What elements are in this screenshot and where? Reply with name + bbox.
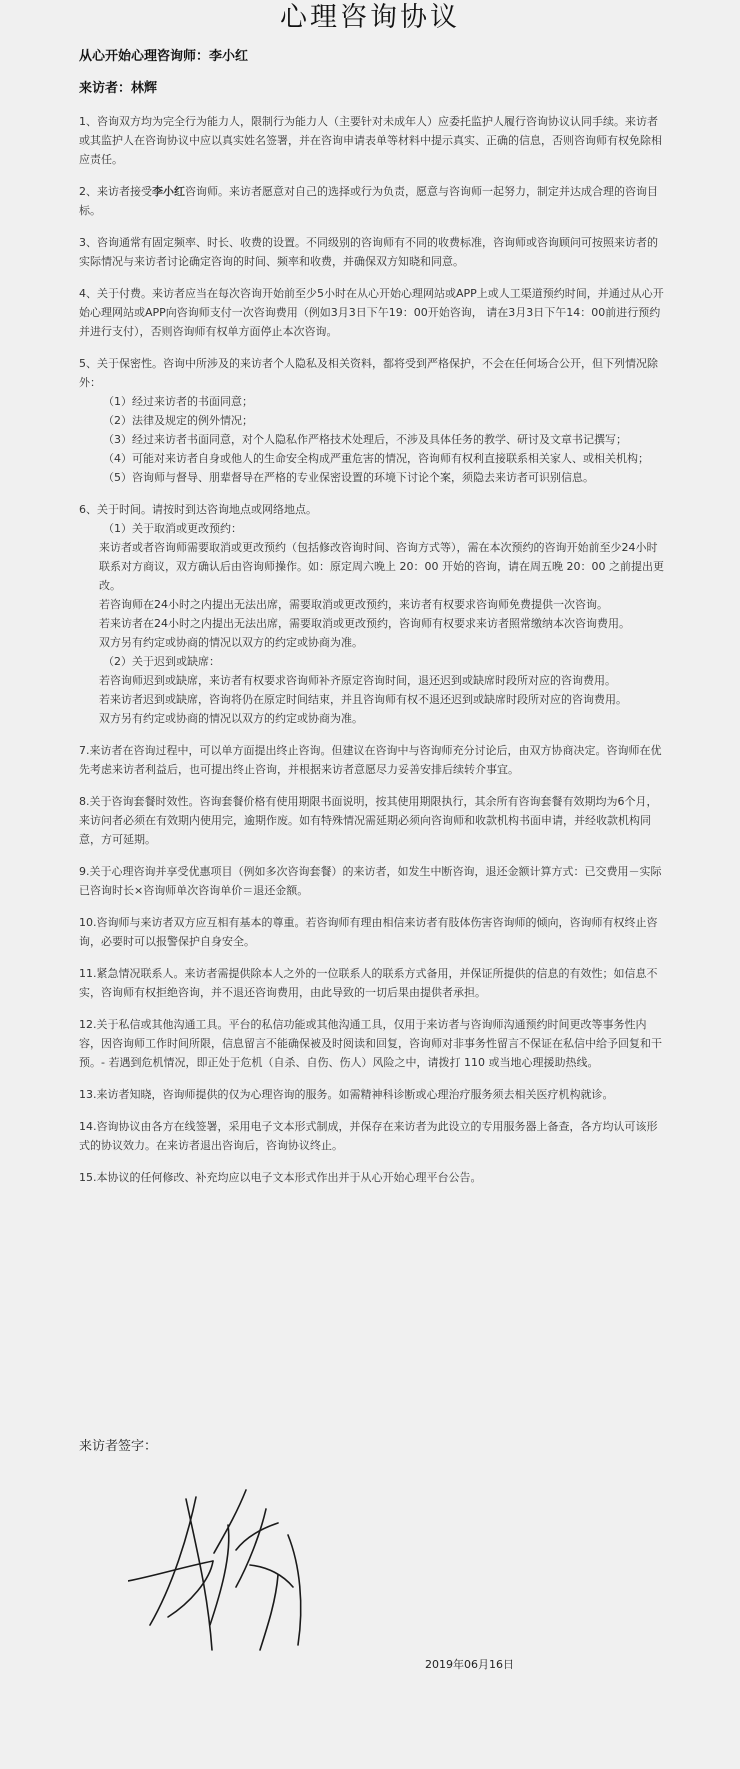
clause-2-pre: 2、来访者接受 (79, 185, 152, 198)
clause-6-sub1-paragraph: 来访者或者咨询师需要取消或更改预约（包括修改咨询时间、咨询方式等），需在本次预约的咨询开始前至少24小时联系对方商议，双方确认后由咨询师操作。如：原定周六晚上 20：00 开始的咨询，请在周五晚 20：00 之前提出更改。 (99, 541, 664, 592)
clause-5-item: （2）法律及规定的例外情况； (103, 414, 253, 427)
clause-2-post: 咨询师。来访者愿意对自己的选择或行为负责，愿意与咨询师一起努力，制定并达成合理的咨询目标。 (79, 185, 658, 217)
clause-6-sub2-paragraph: 若咨询师迟到或缺席，来访者有权要求咨询师补齐原定咨询时间，退还迟到或缺席时段所对应的咨询费用。 (99, 674, 616, 687)
clause-5 (79, 354, 667, 487)
counselor-line: 从心开始心理咨询师：李小红 (79, 49, 249, 64)
clause-5-intro: 5、关于保密性。咨询中所涉及的来访者个人隐私及相关资料，都将受到严格保护，不会在任何场合公开，但下列情况除外： (79, 357, 658, 389)
clause-12: 12.关于私信或其他沟通工具。平台的私信功能或其他沟通工具，仅用于来访者与咨询师沟通预约时间更改等事务性内容，因咨询师工作时间所限，信息留言不能确保被及时阅读和回复，咨询师对非事务性留言不保证在私信中给予回复和干预。- 若遇到危机情况，即正处于危机（自杀、自伤、伤人）风险之中，请拨打 110 或当地心理援助热线。 (79, 1018, 662, 1069)
clause-2 (79, 182, 667, 220)
clause-6-sub1-paragraph: 若咨询师在24小时之内提出无法出席，需要取消或更改预约，来访者有权要求咨询师免费提供一次咨询。 (99, 598, 608, 611)
counselor-name: 李小红 (152, 185, 185, 198)
clause-5-item: （3）经过来访者书面同意，对个人隐私作严格技术处理后，不涉及具体任务的教学、研讨及文章书记撰写； (103, 433, 627, 446)
clause-10: 10.咨询师与来访者双方应互相有基本的尊重。若咨询师有理由相信来访者有肢体伤害咨询师的倾向，咨询师有权终止咨询，必要时可以报警保护自身安全。 (79, 916, 658, 948)
signing-date: 2019年06月16日 (425, 1658, 514, 1671)
agreement-body (79, 48, 667, 1200)
clause-8: 8.关于咨询套餐时效性。咨询套餐价格有使用期限书面说明，按其使用期限执行，其余所有咨询套餐有效期均为6个月，来访问者必须在有效期内使用完，逾期作废。如有特殊情况需延期必须向咨询师和收款机构书面申请，并经收款机构同意，方可延期。 (79, 795, 658, 846)
clause-5-item: （5）咨询师与督导、朋辈督导在严格的专业保密设置的环境下讨论个案，须隐去来访者可识别信息。 (103, 471, 594, 484)
clause-13: 13.来访者知晓，咨询师提供的仅为心理咨询的服务。如需精神科诊断或心理治疗服务须去相关医疗机构就诊。 (79, 1088, 614, 1101)
clause-1: 1、咨询双方均为完全行为能力人，限制行为能力人（主要针对未成年人）应委托监护人履行咨询协议认同手续。来访者或其监护人在咨询协议中应以真实姓名签署，并在咨询申请表单等材料中提示真实、正确的信息，否则咨询师有权免除相应责任。 (79, 115, 662, 166)
clause-6 (79, 500, 667, 728)
clause-6-intro: 6、关于时间。请按时到达咨询地点或网络地点。 (79, 503, 317, 516)
clause-11: 11.紧急情况联系人。来访者需提供除本人之外的一位联系人的联系方式备用，并保证所提供的信息的有效性；如信息不实，咨询师有权拒绝咨询，并不退还咨询费用，由此导致的一切后果由提供者承担。 (79, 967, 658, 999)
clause-3: 3、咨询通常有固定频率、时长、收费的设置。不同级别的咨询师有不同的收费标准，咨询师或咨询顾问可按照来访者的实际情况与来访者讨论确定咨询的时间、频率和收费，并确保双方知晓和同意。 (79, 236, 658, 268)
clause-5-item: （1）经过来访者的书面同意； (103, 395, 253, 408)
clause-9: 9.关于心理咨询并享受优惠项目（例如多次咨询套餐）的来访者，如发生中断咨询，退还金额计算方式：已交费用－实际已咨询时长×咨询师单次咨询单价＝退还金额。 (79, 865, 662, 897)
clause-6-sub2-title: （2）关于迟到或缺席： (103, 655, 220, 668)
clause-6-sub1-paragraph: 若来访者在24小时之内提出无法出席，需要取消或更改预约，咨询师有权要求来访者照常缴纳本次咨询费用。 (99, 617, 630, 630)
clause-7: 7.来访者在咨询过程中，可以单方面提出终止咨询。但建议在咨询中与咨询师充分讨论后，由双方协商决定。咨询师在优先考虑来访者利益后，也可提出终止咨询，并根据来访者意愿尽力妥善安排后续转介事宜。 (79, 744, 662, 776)
clause-14: 14.咨询协议由各方在线签署，采用电子文本形式制成，并保存在来访者为此设立的专用服务器上备查，各方均认可该形式的协议效力。在来访者退出咨询后，咨询协议终止。 (79, 1120, 658, 1152)
clause-6-sub2-paragraph: 若来访者迟到或缺席，咨询将仍在原定时间结束，并且咨询师有权不退还迟到或缺席时段所对应的咨询费用。 (99, 693, 627, 706)
document-title: 心理咨询协议 (280, 2, 460, 33)
clause-4: 4、关于付费。来访者应当在每次咨询开始前至少5小时在从心开始心理网站或APP上或人工渠道预约时间，并通过从心开始心理网站或APP向咨询师支付一次咨询费用（例如3月3日下午19：00开始咨询， 请在3月3日下午14：00前进行预约并进行支付），否则咨询师有权单方面停止本次咨询。 (79, 287, 664, 338)
signature-label: 来访者签字： (79, 1439, 158, 1454)
client-signature (128, 1475, 328, 1665)
clause-15: 15.本协议的任何修改、补充均应以电子文本形式作出并于从心开始心理平台公告。 (79, 1171, 482, 1184)
client-line: 来访者：林辉 (79, 81, 158, 96)
clause-6-sub1-title: （1）关于取消或更改预约： (103, 522, 242, 535)
clause-5-item: （4）可能对来访者自身或他人的生命安全构成严重危害的情况，咨询师有权利直接联系相关家人、或相关机构； (103, 452, 649, 465)
clause-6-sub1-paragraph: 双方另有约定或协商的情况以双方的约定或协商为准。 (99, 636, 363, 649)
clause-6-sub2-paragraph: 双方另有约定或协商的情况以双方的约定或协商为准。 (99, 712, 363, 725)
